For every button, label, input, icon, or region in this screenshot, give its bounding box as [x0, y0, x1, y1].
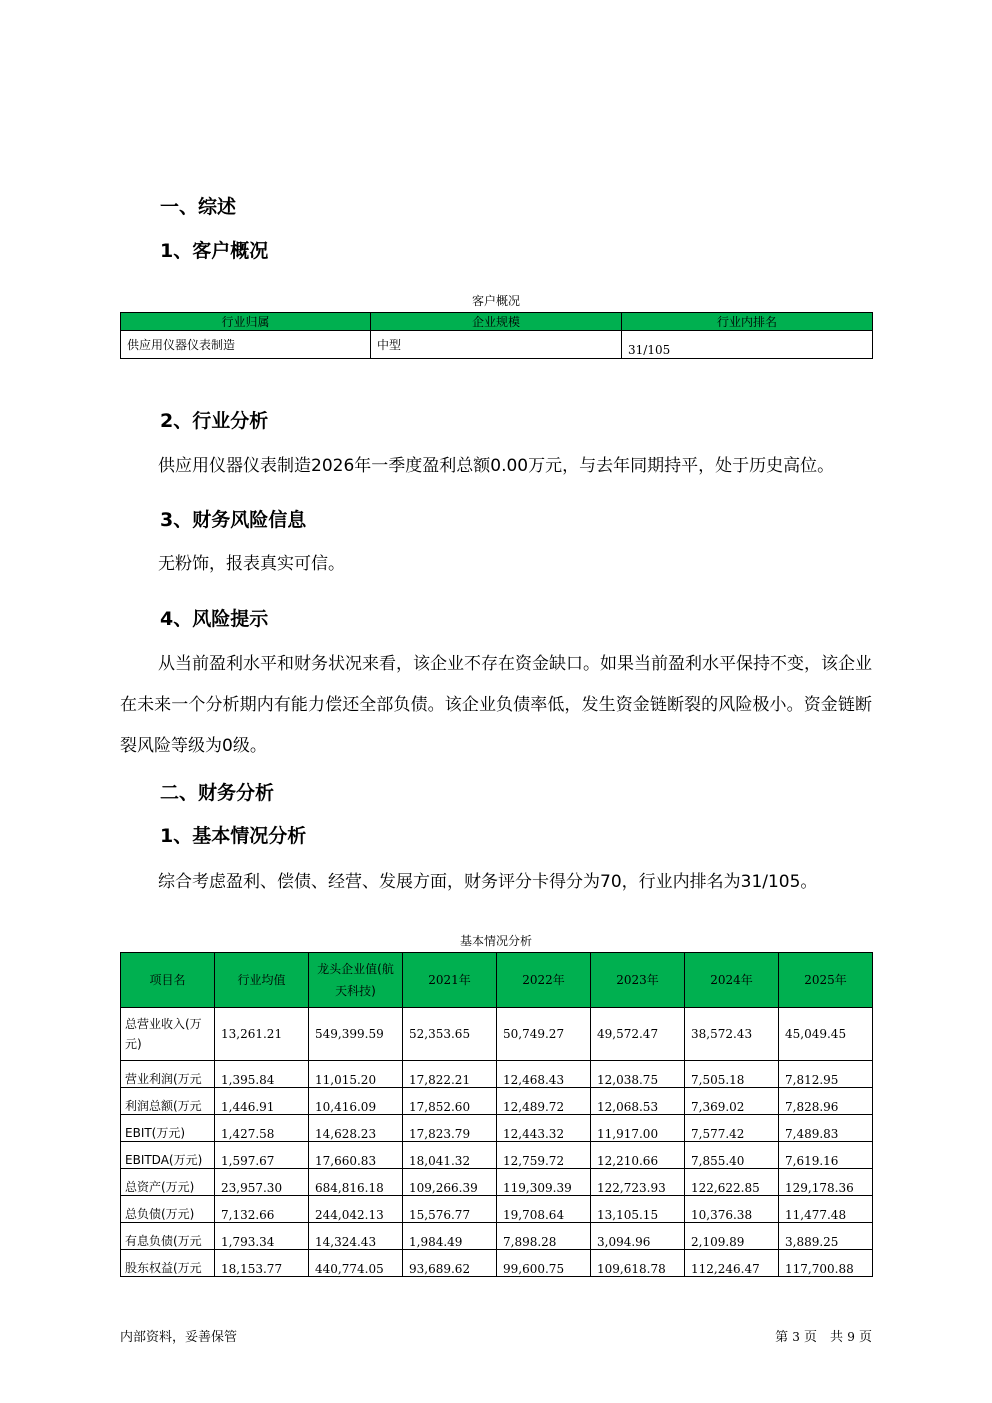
table-cell: 7,369.02	[685, 1088, 779, 1115]
table-cell: 49,572.47	[591, 1008, 685, 1061]
table-header-row	[121, 953, 873, 1008]
table-cell: 10,376.38	[685, 1196, 779, 1223]
row-label: 营业利润(万元	[121, 1061, 215, 1088]
table-cell: 109,618.78	[591, 1250, 685, 1277]
table-cell: 13,105.15	[591, 1196, 685, 1223]
table-cell: 122,622.85	[685, 1169, 779, 1196]
table-cell: 13,261.21	[215, 1008, 309, 1061]
table-row	[121, 1196, 873, 1223]
subsection-title-basic-analysis: 1、基本情况分析	[160, 825, 307, 847]
table-cell: 7,489.83	[779, 1115, 873, 1142]
table-cell: 14,324.43	[309, 1223, 403, 1250]
table-row	[121, 1250, 873, 1277]
table-cell: 12,038.75	[591, 1061, 685, 1088]
industry-analysis-text: 供应用仪器仪表制造2026年一季度盈利总额0.00万元，与去年同期持平，处于历史高位。	[158, 456, 835, 476]
cell-industry: 供应用仪器仪表制造	[121, 331, 371, 359]
table-cell: 440,774.05	[309, 1250, 403, 1277]
table-cell: 549,399.59	[309, 1008, 403, 1061]
footer-page-number	[775, 1326, 872, 1345]
table-cell: 11,477.48	[779, 1196, 873, 1223]
page-mid: 页 共	[804, 1330, 844, 1345]
header-industry: 行业归属	[121, 313, 371, 331]
table-cell: 52,353.65	[403, 1008, 497, 1061]
table-cell: 7,828.96	[779, 1088, 873, 1115]
footer-confidential-note: 内部资料，妥善保管	[120, 1330, 238, 1345]
table-cell: 1,446.91	[215, 1088, 309, 1115]
page-total: 9	[847, 1330, 855, 1344]
subsection-title-industry-analysis: 2、行业分析	[160, 410, 269, 432]
table-row	[121, 1169, 873, 1196]
row-label: 利润总额(万元	[121, 1088, 215, 1115]
table-cell: 117,700.88	[779, 1250, 873, 1277]
table-cell: 129,178.36	[779, 1169, 873, 1196]
table-cell: 1,793.34	[215, 1223, 309, 1250]
header-leader-value: 龙头企业值(航天科技)	[309, 953, 403, 1008]
table-row	[121, 1223, 873, 1250]
table-cell: 2,109.89	[685, 1223, 779, 1250]
table-cell: 7,898.28	[497, 1223, 591, 1250]
risk-warning-text: 从当前盈利水平和财务状况来看，该企业不存在资金缺口。如果当前盈利水平保持不变，该企业在未来一个分析期内有能力偿还全部负债。该企业负债率低，发生资金链断裂的风险极小。资金链断裂风险等级为0级。	[120, 654, 872, 756]
row-label: EBIT(万元)	[121, 1115, 215, 1142]
page-prefix: 第	[775, 1330, 789, 1345]
header-year-2021: 2021年	[403, 953, 497, 1008]
table-cell: 122,723.93	[591, 1169, 685, 1196]
section-title-financial-analysis: 二、财务分析	[160, 782, 275, 804]
table-cell: 12,759.72	[497, 1142, 591, 1169]
table-cell: 1,427.58	[215, 1115, 309, 1142]
table-cell: 109,266.39	[403, 1169, 497, 1196]
table-cell: 684,816.18	[309, 1169, 403, 1196]
table-cell: 38,572.43	[685, 1008, 779, 1061]
header-year-2024: 2024年	[685, 953, 779, 1008]
financial-risk-text: 无粉饰，报表真实可信。	[158, 554, 345, 574]
table-cell: 12,468.43	[497, 1061, 591, 1088]
table-cell: 17,823.79	[403, 1115, 497, 1142]
row-label: EBITDA(万元)	[121, 1142, 215, 1169]
header-industry-rank: 行业内排名	[622, 313, 873, 331]
table-cell: 45,049.45	[779, 1008, 873, 1061]
table-row	[121, 331, 873, 359]
table-cell: 7,619.16	[779, 1142, 873, 1169]
header-industry-avg: 行业均值	[215, 953, 309, 1008]
table-cell: 1,395.84	[215, 1061, 309, 1088]
page-suffix: 页	[858, 1330, 872, 1345]
table-cell: 18,153.77	[215, 1250, 309, 1277]
header-company-size: 企业规模	[371, 313, 622, 331]
table-cell: 14,628.23	[309, 1115, 403, 1142]
table-cell: 7,505.18	[685, 1061, 779, 1088]
table-cell: 3,889.25	[779, 1223, 873, 1250]
table-cell: 12,068.53	[591, 1088, 685, 1115]
table-row	[121, 1142, 873, 1169]
table-cell: 17,822.21	[403, 1061, 497, 1088]
table-cell: 112,246.47	[685, 1250, 779, 1277]
table-cell: 11,917.00	[591, 1115, 685, 1142]
table-cell: 93,689.62	[403, 1250, 497, 1277]
row-label: 有息负债(万元	[121, 1223, 215, 1250]
section-title-overview: 一、综述	[160, 196, 237, 218]
cell-industry-rank: 31/105	[622, 331, 873, 359]
table-cell: 12,210.66	[591, 1142, 685, 1169]
basic-analysis-text: 综合考虑盈利、偿债、经营、发展方面，财务评分卡得分为70，行业内排名为31/105。	[158, 872, 818, 892]
basic-table-caption: 基本情况分析	[459, 934, 532, 948]
header-year-2022: 2022年	[497, 953, 591, 1008]
table-cell: 1,984.49	[403, 1223, 497, 1250]
table-cell: 23,957.30	[215, 1169, 309, 1196]
header-item: 项目名	[121, 953, 215, 1008]
table-cell: 7,855.40	[685, 1142, 779, 1169]
table-cell: 19,708.64	[497, 1196, 591, 1223]
row-label: 股东权益(万元	[121, 1250, 215, 1277]
table-cell: 119,309.39	[497, 1169, 591, 1196]
table-cell: 12,443.32	[497, 1115, 591, 1142]
row-label: 总资产(万元)	[121, 1169, 215, 1196]
basic-analysis-table	[120, 952, 873, 1277]
row-label: 总营业收入(万元)	[121, 1008, 215, 1061]
table-cell: 17,852.60	[403, 1088, 497, 1115]
header-year-2025: 2025年	[779, 953, 873, 1008]
subsection-title-financial-risk: 3、财务风险信息	[160, 509, 307, 531]
row-label: 总负债(万元)	[121, 1196, 215, 1223]
table-cell: 7,132.66	[215, 1196, 309, 1223]
table-cell: 17,660.83	[309, 1142, 403, 1169]
subsection-title-risk-warning: 4、风险提示	[160, 608, 269, 630]
table-cell: 7,812.95	[779, 1061, 873, 1088]
table-cell: 7,577.42	[685, 1115, 779, 1142]
table-cell: 12,489.72	[497, 1088, 591, 1115]
table-cell: 99,600.75	[497, 1250, 591, 1277]
table-row	[121, 1088, 873, 1115]
table-cell: 11,015.20	[309, 1061, 403, 1088]
table-cell: 1,597.67	[215, 1142, 309, 1169]
customer-overview-table	[120, 312, 873, 359]
table-cell: 15,576.77	[403, 1196, 497, 1223]
cell-company-size: 中型	[371, 331, 622, 359]
table-cell: 18,041.32	[403, 1142, 497, 1169]
subsection-title-customer-overview: 1、客户概况	[160, 240, 269, 262]
table-row	[121, 1115, 873, 1142]
page-current: 3	[792, 1330, 800, 1344]
table-cell: 50,749.27	[497, 1008, 591, 1061]
table-cell: 244,042.13	[309, 1196, 403, 1223]
table-header-row	[121, 313, 873, 331]
customer-table-caption: 客户概况	[471, 294, 520, 308]
table-row	[121, 1061, 873, 1088]
table-cell: 3,094.96	[591, 1223, 685, 1250]
header-year-2023: 2023年	[591, 953, 685, 1008]
table-cell: 10,416.09	[309, 1088, 403, 1115]
table-row	[121, 1008, 873, 1061]
